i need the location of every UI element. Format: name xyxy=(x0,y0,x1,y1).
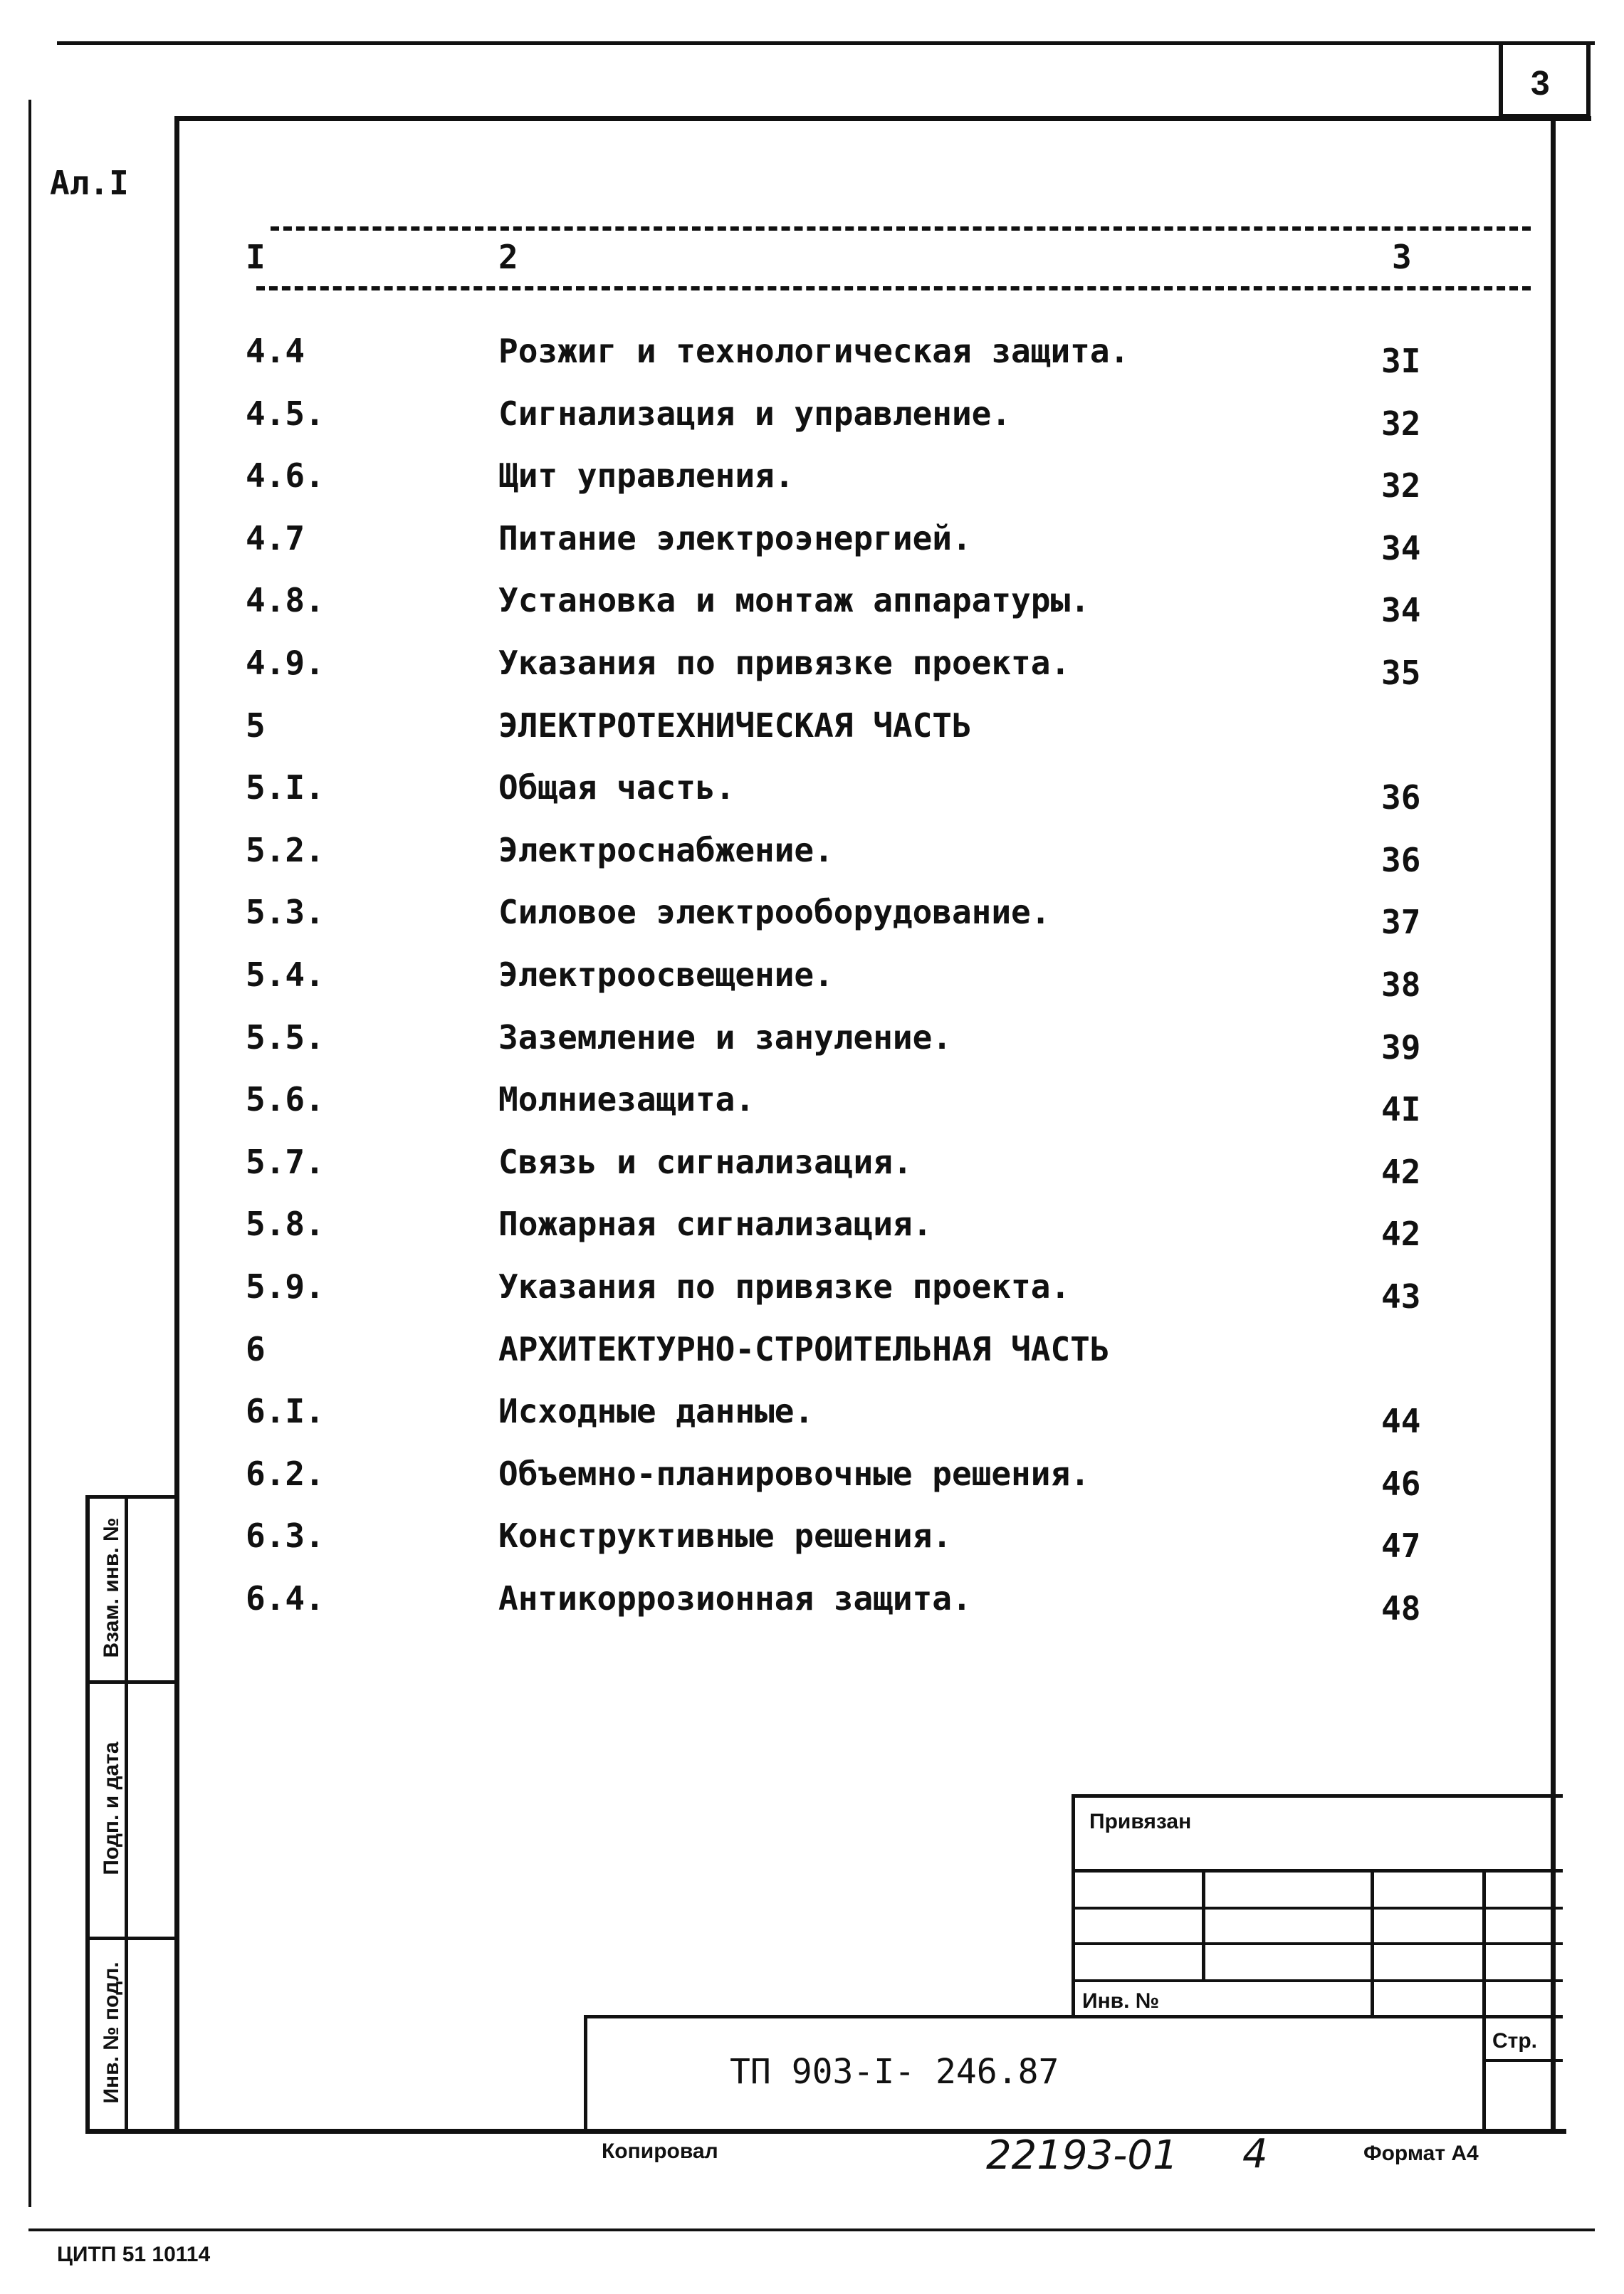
toc-item-page: 35 xyxy=(1381,654,1421,692)
toc-item-page: 48 xyxy=(1381,1589,1421,1628)
toc-item-number: 6.3. xyxy=(246,1517,325,1555)
sheet-bottom-line xyxy=(28,2228,1595,2231)
footer-handwritten-page: 4 xyxy=(1242,2131,1268,2177)
tb-str-divider xyxy=(1482,2059,1563,2062)
footer-handwritten-number: 22193-01 xyxy=(986,2132,1178,2179)
header-dash-top xyxy=(271,226,1531,231)
side-stamp-outer-left xyxy=(85,1495,90,2134)
album-label: Ал.I xyxy=(50,164,129,202)
tb-privyazan-label: Привязан xyxy=(1089,1810,1192,1833)
tb-grid-col-2 xyxy=(1371,1869,1374,2018)
header-col-1: I xyxy=(246,238,266,276)
toc-item-page: 46 xyxy=(1381,1465,1421,1503)
toc-item-page: 37 xyxy=(1381,903,1421,941)
toc-item-number: 6.2. xyxy=(246,1455,325,1493)
side-stamp-vzam-inv: Взам. инв. № xyxy=(100,1517,123,1658)
footer-format: Формат А4 xyxy=(1363,2142,1479,2165)
tb-grid-col-3 xyxy=(1482,1869,1486,2018)
toc-item-title: Связь и сигнализация. xyxy=(498,1143,913,1181)
corner-box-right xyxy=(1586,41,1591,118)
toc-item-title: АРХИТЕКТУРНО-СТРОИТЕЛЬНАЯ ЧАСТЬ xyxy=(498,1330,1110,1368)
sheet-left-line xyxy=(28,100,31,2207)
toc-item-page: 36 xyxy=(1381,841,1421,879)
toc-item-page: 32 xyxy=(1381,404,1421,443)
tb-grid-row-4 xyxy=(1072,1979,1563,1982)
header-dash-bottom xyxy=(256,286,1531,290)
toc-item-number: 5.7. xyxy=(246,1143,325,1181)
corner-page-number: 3 xyxy=(1531,65,1550,103)
toc-item-number: 4.6. xyxy=(246,456,325,495)
toc-item-title: Указания по привязке проекта. xyxy=(498,1267,1071,1306)
toc-item-number: 4.7 xyxy=(246,519,305,557)
toc-item-number: 4.5. xyxy=(246,394,325,433)
toc-item-page: 38 xyxy=(1381,965,1421,1004)
header-col-3: 3 xyxy=(1392,238,1412,276)
toc-item-title: Объемно-планировочные решения. xyxy=(498,1455,1090,1493)
toc-item-number: 5.3. xyxy=(246,893,325,931)
toc-item-number: 6.I. xyxy=(246,1392,325,1430)
toc-item-number: 5.5. xyxy=(246,1018,325,1057)
corner-box-left xyxy=(1499,41,1503,118)
tb-inv-no-label: Инв. № xyxy=(1082,1989,1160,2013)
toc-item-title: ЭЛЕКТРОТЕХНИЧЕСКАЯ ЧАСТЬ xyxy=(498,706,972,745)
toc-item-page: 47 xyxy=(1381,1526,1421,1565)
toc-item-page: 34 xyxy=(1381,529,1421,567)
toc-item-page: 42 xyxy=(1381,1215,1421,1253)
toc-item-title: Силовое электрооборудование. xyxy=(498,893,1051,931)
toc-item-title: Электроосвещение. xyxy=(498,955,834,994)
toc-item-title: Установка и монтаж аппаратуры. xyxy=(498,581,1090,619)
toc-item-page: 42 xyxy=(1381,1153,1421,1191)
side-stamp-divider-1 xyxy=(85,1680,178,1684)
toc-item-title: Щит управления. xyxy=(498,456,795,495)
toc-item-number: 4.4 xyxy=(246,332,305,370)
toc-item-title: Электроснабжение. xyxy=(498,831,834,869)
toc-item-title: Молниезащита. xyxy=(498,1080,755,1119)
tb-grid-row-2 xyxy=(1072,1907,1563,1910)
toc-item-title: Общая часть. xyxy=(498,768,735,807)
toc-item-number: 4.8. xyxy=(246,581,325,619)
tb-grid-row-3 xyxy=(1072,1942,1563,1945)
toc-item-page: 4I xyxy=(1381,1090,1421,1128)
tb-code-top xyxy=(584,2015,1563,2018)
toc-item-number: 5.4. xyxy=(246,955,325,994)
toc-item-number: 5.I. xyxy=(246,768,325,807)
frame-right xyxy=(1551,116,1556,2132)
toc-item-page: 32 xyxy=(1381,466,1421,505)
footer-printer-mark: ЦИТП 51 10114 xyxy=(57,2243,211,2266)
toc-item-page: 39 xyxy=(1381,1028,1421,1067)
toc-item-number: 5.8. xyxy=(246,1205,325,1243)
toc-item-page: 3I xyxy=(1381,342,1421,380)
toc-item-number: 6 xyxy=(246,1330,266,1368)
tb-grid-row-1 xyxy=(1072,1869,1563,1873)
toc-item-title: Пожарная сигнализация. xyxy=(498,1205,933,1243)
sheet-top-line xyxy=(57,41,1595,45)
toc-item-number: 4.9. xyxy=(246,644,325,682)
toc-item-title: Конструктивные решения. xyxy=(498,1517,952,1555)
frame-top xyxy=(174,116,1591,121)
header-col-2: 2 xyxy=(498,238,518,276)
tb-code-right-divider xyxy=(1482,2015,1486,2132)
side-stamp-inv-podl: Инв. № подл. xyxy=(100,1962,123,2104)
toc-item-number: 5 xyxy=(246,706,266,745)
toc-item-title: Розжиг и технологическая защита. xyxy=(498,332,1130,370)
footer-kopiroval: Копировал xyxy=(602,2140,718,2163)
toc-item-number: 6.4. xyxy=(246,1579,325,1618)
tb-code-left xyxy=(584,2015,587,2132)
toc-item-page: 43 xyxy=(1381,1277,1421,1316)
toc-item-title: Исходные данные. xyxy=(498,1392,814,1430)
toc-item-title: Антикоррозионная защита. xyxy=(498,1579,972,1618)
tb-privyazan-top xyxy=(1072,1794,1563,1798)
toc-item-title: Питание электроэнергией. xyxy=(498,519,972,557)
toc-item-number: 5.6. xyxy=(246,1080,325,1119)
toc-item-page: 44 xyxy=(1381,1402,1421,1440)
toc-item-page: 34 xyxy=(1381,591,1421,629)
tb-grid-col-1 xyxy=(1202,1869,1205,1981)
toc-item-title: Заземление и зануление. xyxy=(498,1018,952,1057)
toc-item-page: 36 xyxy=(1381,778,1421,817)
tb-str-label: Стр. xyxy=(1492,2029,1538,2053)
frame-bottom xyxy=(85,2129,1566,2134)
toc-item-number: 5.2. xyxy=(246,831,325,869)
frame-left xyxy=(174,116,179,2132)
toc-item-number: 5.9. xyxy=(246,1267,325,1306)
tb-doc-code: ТП 903-I- 246.87 xyxy=(730,2052,1059,2092)
toc-item-title: Сигнализация и управление. xyxy=(498,394,1012,433)
toc-item-title: Указания по привязке проекта. xyxy=(498,644,1071,682)
side-stamp-podp-data: Подп. и дата xyxy=(100,1742,123,1875)
